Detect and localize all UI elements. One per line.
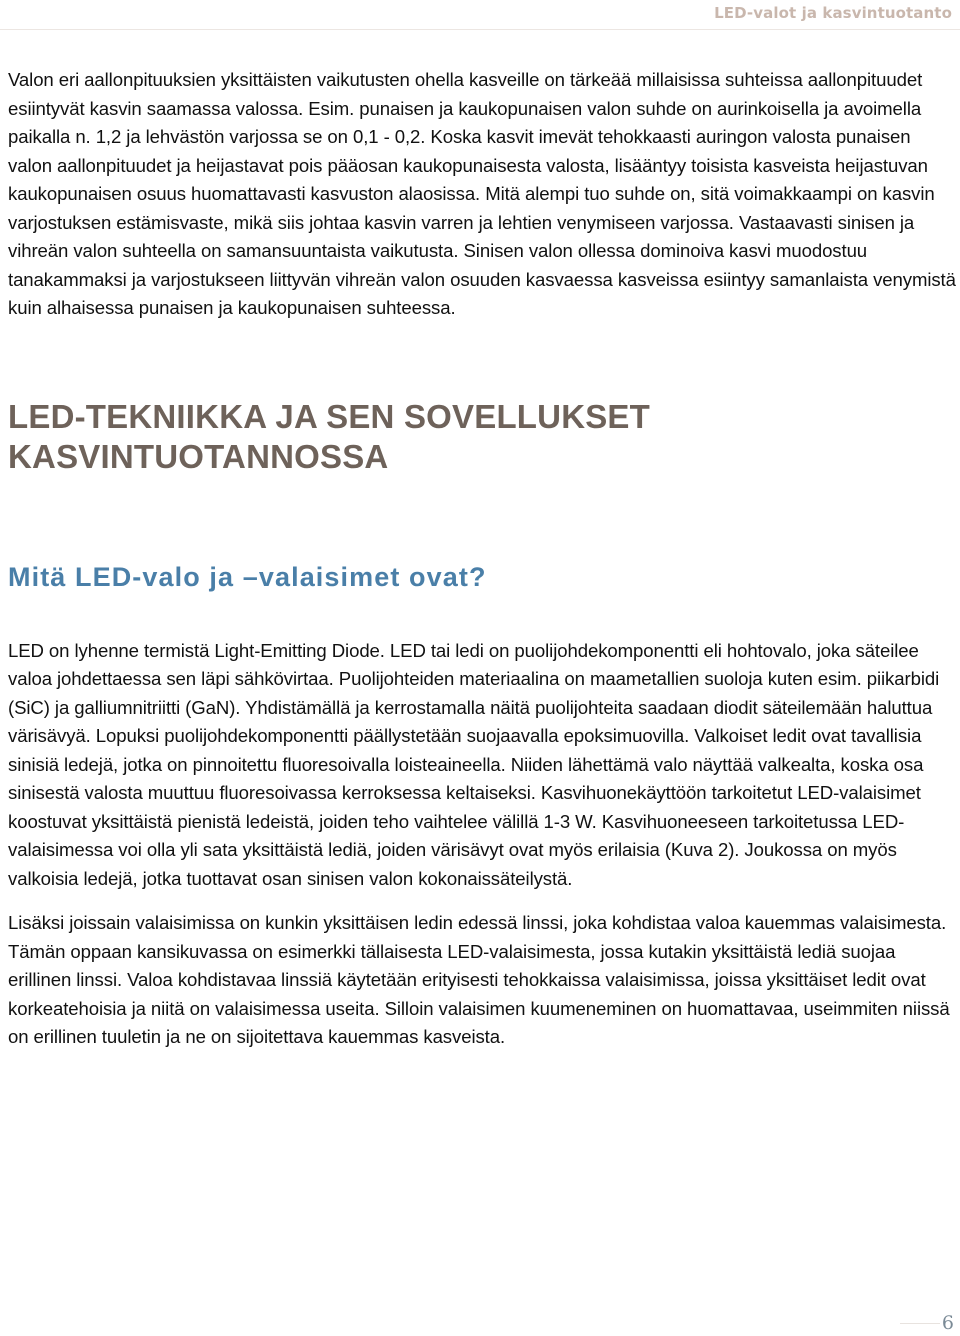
- section-title-line-1: LED-TEKNIIKKA JA SEN SOVELLUKSET: [8, 397, 651, 435]
- header-divider: [0, 29, 960, 30]
- paragraph-light-ratios: Valon eri aallonpituuksien yksittäisten vaikutusten ohella kasveille on tärkeää millaisissa suhteissa aallonpituudet esiintyvät kasvin saamassa valossa. Esim. punaisen ja kaukopunaisen valon suhde on aurinkoisella ja avoimella paikalla n. 1,2 ja lehvästön varjossa se on 0,1 - 0,2. Koska kasvit imevät tehokkaasti auringon valosta punaisen valon aallonpituudet ja heijastavat pois pääosan kaukopunaisesta valosta, lisääntyy toisista kasveista heijastuvan kaukopunaisen osuus huomattavasti kasvuston alaosissa. Mitä alempi tuo suhde on, sitä voimakkaampi on kasvin varjostuksen estämisvaste, mikä siis johtaa kasvin varren ja lehtien venymiseen varjossa. Vastaavasti sinisen ja vihreän valon suhteella on samansuuntaista vaikutusta. Sinisen valon ollessa dominoiva kasvi muodostuu tanakammaksi ja varjostukseen liittyvän vihreän valon osuuden kasvaessa kasveissa esiintyy samanlaista venymistä kuin alhaisessa punaisen ja kaukopunaisen suhteessa.: [8, 69, 956, 318]
- paragraph-led-lenses: Lisäksi joissain valaisimissa on kunkin yksittäisen ledin edessä linssi, joka kohdistaa valoa kauemmas valaisimesta. Tämän oppaan kansikuvassa on esimerkki tällaisesta LED-valaisimesta, jossa kutakin yksittäistä lediä suojaa erillinen linssi. Valoa kohdistavaa linssiä käytetään erityisesti tehokkaissa valaisimissa, joissa yksittäiset ledit ovat korkeatehoisia ja niitä on valaisimessa useita. Silloin valaisimen kuumeneminen on huomattavaa, useimmiten niissä on erillinen tuuletin ja ne on sijoitettava kauemmas kasveista.: [8, 912, 950, 1047]
- footer-divider: [900, 1323, 940, 1324]
- page-number: 6: [941, 1312, 954, 1334]
- section-title: [8, 397, 956, 477]
- paragraph-led-definition: LED on lyhenne termistä Light-Emitting Diode. LED tai ledi on puolijohdekomponentti eli hohtovalo, joka säteilee valoa johdettaessa sen läpi sähkövirtaa. Puolijohteiden materiaalina on maametallien suoloja kuten esim. piikarbidi (SiC) ja galliumnitriitti (GaN). Yhdistämällä ja kerrostamalla näitä puolijohteita saadaan diodit säteilemään haluttua värisävyä. Lopuksi puolijohdekomponentti päällystetään suojaavalla epoksimuovilla. Valkoiset ledit ovat tavallisia sinisiä ledejä, jotka on pinnoitettu fluoresoivalla loisteaineella. Niiden lähettämä valo näyttää valkealta, koska osa sinisestä valosta muuttuu fluoresoivassa kerroksessa keltaiseksi. Kasvihuonekäyttöön tarkoitetut LED-valaisimet koostuvat yksittäistä pienistä ledeistä, joiden teho vaihtelee välillä 1-3 W. Kasvihuoneeseen tarkoitetussa LED- valaisimessa voi olla yli sata yksittäistä lediä, joiden värisävyt ovat myös erilaisia (Kuva 2). Joukossa on myös valkoisia ledejä, jotka tuottavat osan sinisen valon kokonaissäteilystä.: [8, 639, 940, 889]
- page-content: [8, 66, 956, 1052]
- subsection-title: Mitä LED-valo ja –valaisimet ovat?: [8, 561, 487, 592]
- section-title-line-2: KASVINTUOTANNOSSA: [8, 437, 389, 475]
- running-header-title: LED-valot ja kasvintuotanto: [714, 4, 952, 22]
